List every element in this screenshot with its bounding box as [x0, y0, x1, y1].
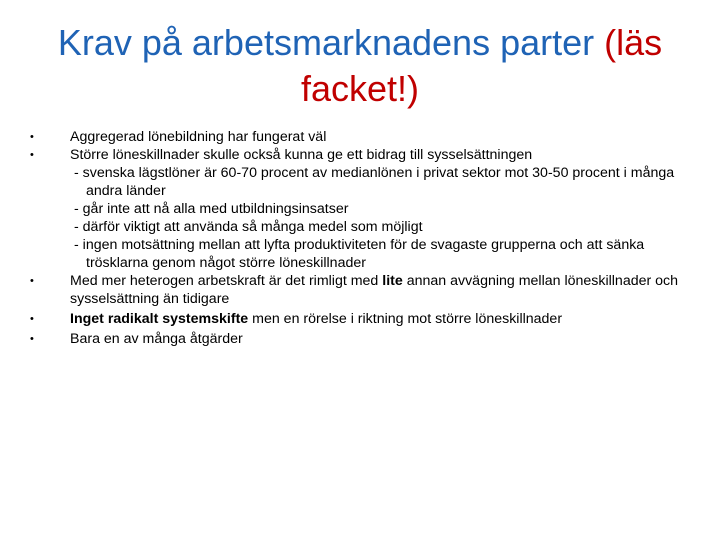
sub-item-text: - svenska lägstlöner är 60-70 procent av medianlönen i privat sektor mot 30-50 procent i många andra länder	[74, 165, 675, 199]
title-accent: (läs facket!)	[300, 22, 663, 109]
bullet-text: Aggregerad lönebildning har fungerat väl	[70, 129, 327, 145]
bullet-item	[30, 272, 690, 308]
sub-item-text: - går inte att nå alla med utbildningsinsatser	[74, 201, 349, 217]
sub-item-text: - därför viktigt att använda så många medel som möjligt	[74, 219, 423, 235]
sub-item	[30, 218, 690, 236]
slide-title	[40, 20, 680, 112]
bullet-item	[30, 146, 690, 164]
bullet-text-part1: Med mer heterogen arbetskraft är det rimligt med	[70, 273, 383, 289]
bullet-item	[30, 128, 690, 146]
bullet-text-rest: men en rörelse i riktning mot större löneskillnader	[248, 311, 563, 327]
sub-item	[30, 236, 690, 272]
bullet-list	[30, 128, 690, 348]
bullet-text-part2: annan avvägning mellan löneskillnader och sysselsättning än tidigare	[70, 273, 679, 307]
bullet-text-bold: lite	[382, 273, 403, 289]
sub-item	[30, 200, 690, 218]
title-main: Krav på arbetsmarknadens parter	[57, 22, 605, 63]
bullet-text-bold: Inget radikalt systemskifte	[70, 311, 249, 327]
bullet-text: Bara en av många åtgärder	[70, 331, 243, 347]
bullet-item	[30, 310, 690, 328]
bullet-text: Större löneskillnader skulle också kunna ge ett bidrag till sysselsättningen	[70, 147, 533, 163]
sub-item-text: - ingen motsättning mellan att lyfta produktiviteten för de svagaste grupperna och att sänka trösklarna genom något större löneskillnader	[74, 237, 645, 271]
sub-item	[30, 164, 690, 200]
bullet-item	[30, 330, 690, 348]
